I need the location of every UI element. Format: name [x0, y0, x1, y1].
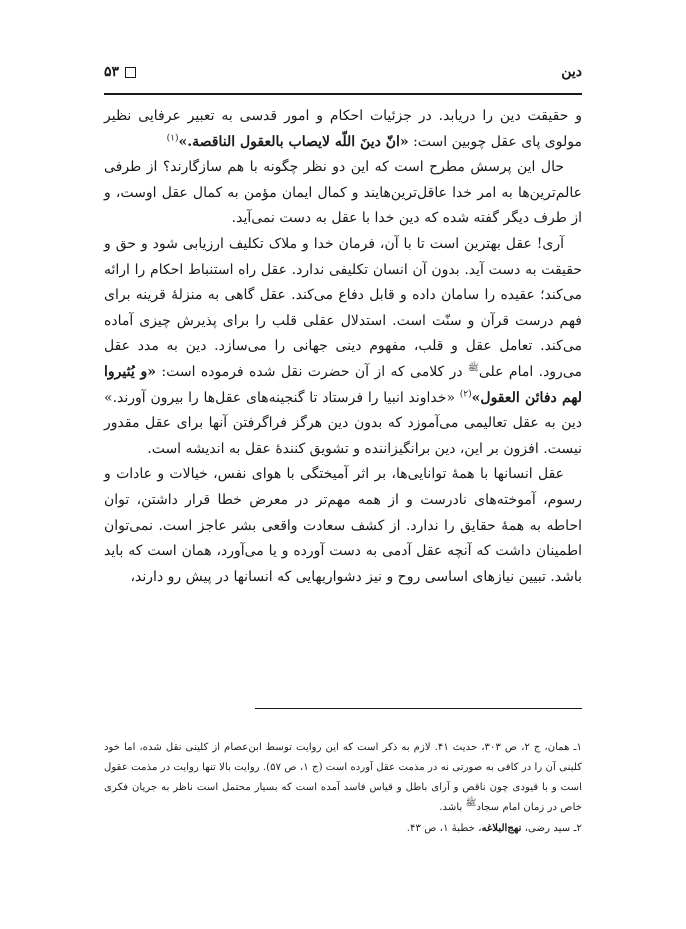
- paragraph-3: [104, 232, 582, 462]
- header-rule: [104, 93, 582, 95]
- footnote-1: [104, 738, 582, 818]
- fn2-text-b: ، خطبهٔ ۱، ص ۴۳.: [406, 823, 482, 834]
- page-number: ۵۳: [104, 64, 120, 80]
- page-header: [104, 60, 582, 90]
- footnote-2: [104, 818, 582, 839]
- paragraph-2: حال این پرسش مطرح است که این دو نظر چگونه با هم سازگارند؟ از طرفی عالم‌ترین‌ها به امر خدا عاقل‌ترین‌هایند و کمال ایمان مؤمن به کمال عقل اوست، و از طرف دیگر گفته شده که دین خدا با عقل به دست نمی‌آید.: [104, 159, 582, 227]
- arabic-quote-2: «و یُثیروا لهم دفائن العقول»: [104, 363, 582, 406]
- footnote-rule: [255, 708, 582, 709]
- main-text: [104, 104, 582, 590]
- footnote-ref-1[interactable]: (۱): [166, 132, 179, 143]
- fn2-text-a: ۲ـ سید رضی،: [521, 823, 582, 834]
- honorific-glyph: ﷺ: [467, 363, 479, 374]
- fn1-honorific-glyph: ﷺ: [465, 798, 477, 809]
- fn1-text-b: باشد.: [439, 802, 466, 813]
- p3-text-b: در کلامی که از آن حضرت نقل شده فرموده است:: [156, 363, 468, 380]
- square-ornament-icon: [125, 67, 136, 78]
- footnotes: [104, 738, 582, 839]
- p1-line-2: مولوی پای عقل چوبین است:: [408, 133, 582, 150]
- footnote-ref-2[interactable]: (۲): [459, 388, 472, 399]
- paragraph-1: [104, 104, 582, 155]
- fn2-book-title: نهج‌البلاغه: [481, 822, 522, 834]
- paragraph-4: عقل انسانها با همهٔ توانایی‌ها، بر اثر آمیختگی با هوای نفس، خیالات و عادات و رسوم، آموخته‌های نادرست و از همه مهم‌تر در معرض خطا قرار داشتن، توان احاطه به همهٔ حقایق را ندارد. از کشف سعادت واقعی بشر عاجز است. نمی‌توان اطمینان داشت که آنچه عقل آدمی به دست آورده و یا می‌آورد، همان است که باید باشد. تبیین نیازهای اساسی روح و نیز دشواریهایی که انسانها در پیش رو دارند،: [104, 466, 582, 585]
- fn1-text-a: ۱ـ همان، ج ۲، ص ۳۰۳، حدیث ۴۱. لازم به ذکر است که این روایت توسط ابن‌عصام از کلینی نقل شده، اما خود کلینی آن را در کافی به صورتی نه در مذمت عقل آورده است (ج ۱، ص ۵۷). روایت بالا تنها روایت در مذمت عقول است و با قیودی چون ناقص و آرای باطل و قیاس فاسد آمده است که بسیار محتمل است ناظر به جریان فکری خاص در زمان امام سجاد: [104, 742, 582, 813]
- p3-text-c: «خداوند انبیا را فرستاد تا گنجینه‌های عقل‌ها را بیرون آورند.» دین به عقل تعالیمی می‌آموزد که بدون دین هرگز فراگرفتن آنها برای عقل مقدور نیست. افزون بر این، دین برانگیزاننده و تشویق کنندهٔ عقل به اندیشه است.: [104, 389, 582, 457]
- arabic-quote-1: «انّ دینَ اللّه لایصاب بالعقول الناقصة.»: [178, 133, 409, 150]
- p1-line-1: و حقیقت دین را دریابد. در جزئیات احکام و امور قدسی به تعبیر عرفایی نظیر: [104, 108, 582, 124]
- page-number-group: [104, 64, 136, 80]
- p3-text-a: آری! عقل بهترین است تا با آن، فرمان خدا و ملاک تکلیف ارزیابی شود و حق و حقیقت به دست آید. بدون آن انسان تکلیفی ندارد. عقل راه استنباط احکام را ارائه می‌کند؛ عقیده را سامان داده و قابل دفاع می‌کند. عقل گاهی به منزلهٔ قرینه برای فهم درست قرآن و سنّت است. استدلال عقلی قلب را برای پذیرش چیزی آماده می‌کند. تعامل عقل و قلب، مفهوم دینی جهانی را می‌سازد. دین به مدد عقل می‌رود. امام علی: [104, 235, 582, 380]
- chapter-title: دین: [561, 64, 582, 80]
